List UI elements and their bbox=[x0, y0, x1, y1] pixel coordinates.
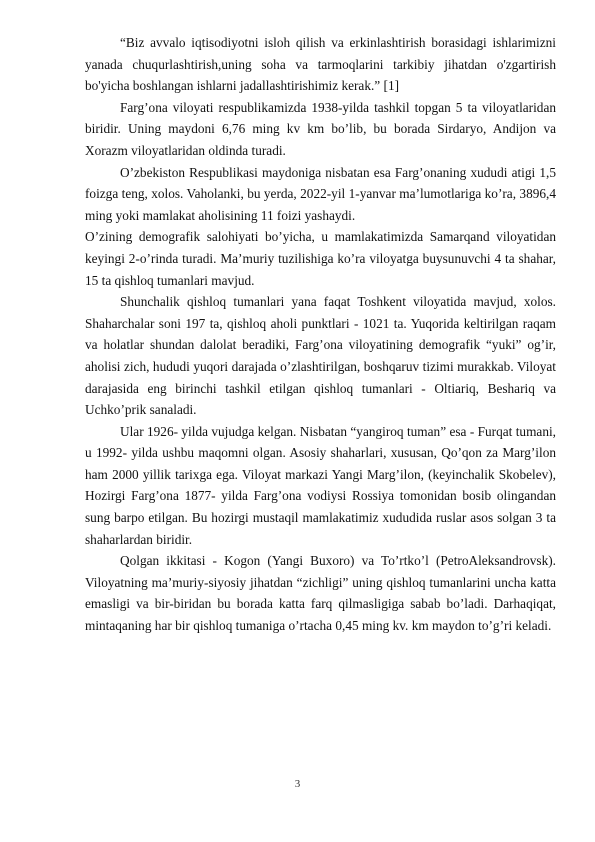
paragraph-demographic: O’zining demografik salohiyati bo’yicha, u mamlakatimizda Samarqand viloyatidan keyingi 2-o’rinda turadi. Ma’muriy tuzilishiga ko’ra viloyatga buysunuvchi 4 ta shahar, 15 ta qishloq tumanlari mavjud. bbox=[85, 229, 556, 288]
document-body bbox=[85, 32, 556, 637]
paragraph-history: Ular 1926- yilda vujudga kelgan. Nisbatan “yangiroq tuman” esa - Furqat tumani, u 1992- yilda ushbu maqomni olgan. Asosiy shaharlari, xususan, Qo’qon za Marg’ilon ham 2000 yillik tarixga ega. Viloyat markazi Yangi Marg’ilon, (keyinchalik Skobelev), Hozirgi Farg’ona 1877- yilda Farg’ona vodiysi Rossiya tomonidan bosib olingandan sung barpo etilgan. Bu hozirgi mustaqil mamlakatimiz xududida ruslar asos solgan 3 ta shaharlardan biridir. bbox=[85, 423, 556, 547]
paragraph-other-cities: Qolgan ikkitasi - Kogon (Yangi Buxoro) va To’rtko’l (PetroAleksandrovsk). Viloyatning ma’muriy-siyosiy jihatdan “zichligi” uning qishloq tumanlarini uncha katta emasligi va bir-biridan bu borada katta farq qilmasligiga sabab bo’ladi. Darhaqiqat, mintaqaning har bir qishloq tumaniga o’rtacha 0,45 ming kv. km maydon to’g’ri keladi. bbox=[85, 553, 556, 634]
paragraph-area-population: O’zbekiston Respublikasi maydoniga nisbatan esa Farg’onaning xududi atigi 1,5 foizga teng, xolos. Vaholanki, bu yerda, 2022-yil 1-yanvar ma’lumotlariga ko’ra, 3896,4 ming yoki mamlakat aholisining 11 foizi yashaydi. bbox=[85, 164, 556, 223]
page-number: 3 bbox=[294, 778, 301, 790]
paragraph-rural-districts: Shunchalik qishloq tumanlari yana faqat Toshkent viloyatida mavjud, xolos. Shaharchalar soni 197 ta, qishloq aholi punktlari - 1021 ta. Yuqorida keltirilgan raqam va holatlar shundan dalolat beradiki, Farg’ona viloyatining demografik “yuki” og’ir, aholisi zich, hududi yuqori darajada o’zlashtirilgan, boshqaruv tizimi murakkab. Viloyat darajasida eng birinchi tashkil etilgan qishloq tumanlari - Oltiariq, Beshariq va Uchko’prik sanaladi. bbox=[85, 294, 556, 418]
paragraph-fergana-intro: Farg’ona viloyati respublikamizda 1938-yilda tashkil topgan 5 ta viloyatlaridan biridir. Uning maydoni 6,76 ming kv km bo’lib, bu borada Sirdaryo, Andijon va Xorazm viloyatlaridan oldinda turadi. bbox=[85, 99, 556, 158]
paragraph-quote: “Biz avvalo iqtisodiyotni isloh qilish va erkinlashtirish borasidagi ishlarimizni yanada chuqurlashtirish,uning soha va tarmoqlarini tarkibiy jihatdan o'zgartirish bo'yicha boshlangan ishlarni jadallashtirishimiz kerak.” [1] bbox=[85, 35, 556, 94]
